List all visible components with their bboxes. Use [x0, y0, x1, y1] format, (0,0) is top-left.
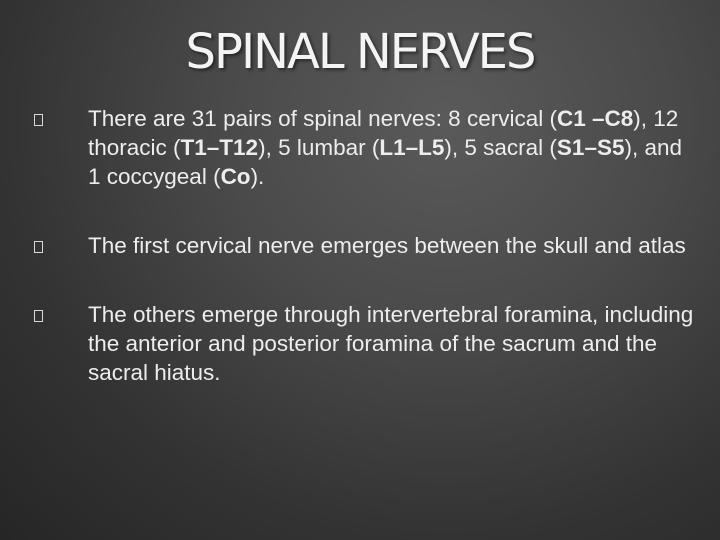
bullet-text-part: ). — [250, 164, 265, 189]
bullet-text-bold: Co — [220, 164, 251, 189]
bullet-text-part: There are 31 pairs of spinal nerves: 8 cervical ( — [88, 106, 557, 131]
bullet-text: The others emerge through intervertebral foramina, including the anterior and posterior foramina of the sacrum and the sacral hiatus. — [88, 302, 694, 385]
bullet-text-bold: C1 –C8 — [556, 106, 634, 131]
bullet-text — [88, 106, 682, 189]
bullet-text-bold: L1–L5 — [379, 135, 445, 160]
bullet-item — [30, 104, 700, 191]
bullet-text-part: ), 5 sacral ( — [444, 135, 557, 160]
square-bullet-icon — [34, 241, 43, 253]
square-bullet-icon — [34, 114, 43, 126]
bullet-text: The first cervical nerve emerges between the skull and atlas — [88, 233, 686, 258]
bullet-text-part: ), 5 lumbar ( — [258, 135, 380, 160]
bullet-list — [30, 104, 700, 387]
slide-title: SPINAL NERVES — [185, 24, 535, 80]
bullet-text-bold: T1–T12 — [180, 135, 259, 160]
bullet-text-part: ), 12 thoracic ( — [88, 106, 679, 160]
bullet-item — [30, 231, 700, 260]
bullet-text-bold: S1–S5 — [556, 135, 625, 160]
bullet-text-part: ), and 1 coccygeal ( — [88, 135, 683, 189]
bullet-item — [30, 300, 700, 387]
square-bullet-icon — [34, 310, 43, 322]
